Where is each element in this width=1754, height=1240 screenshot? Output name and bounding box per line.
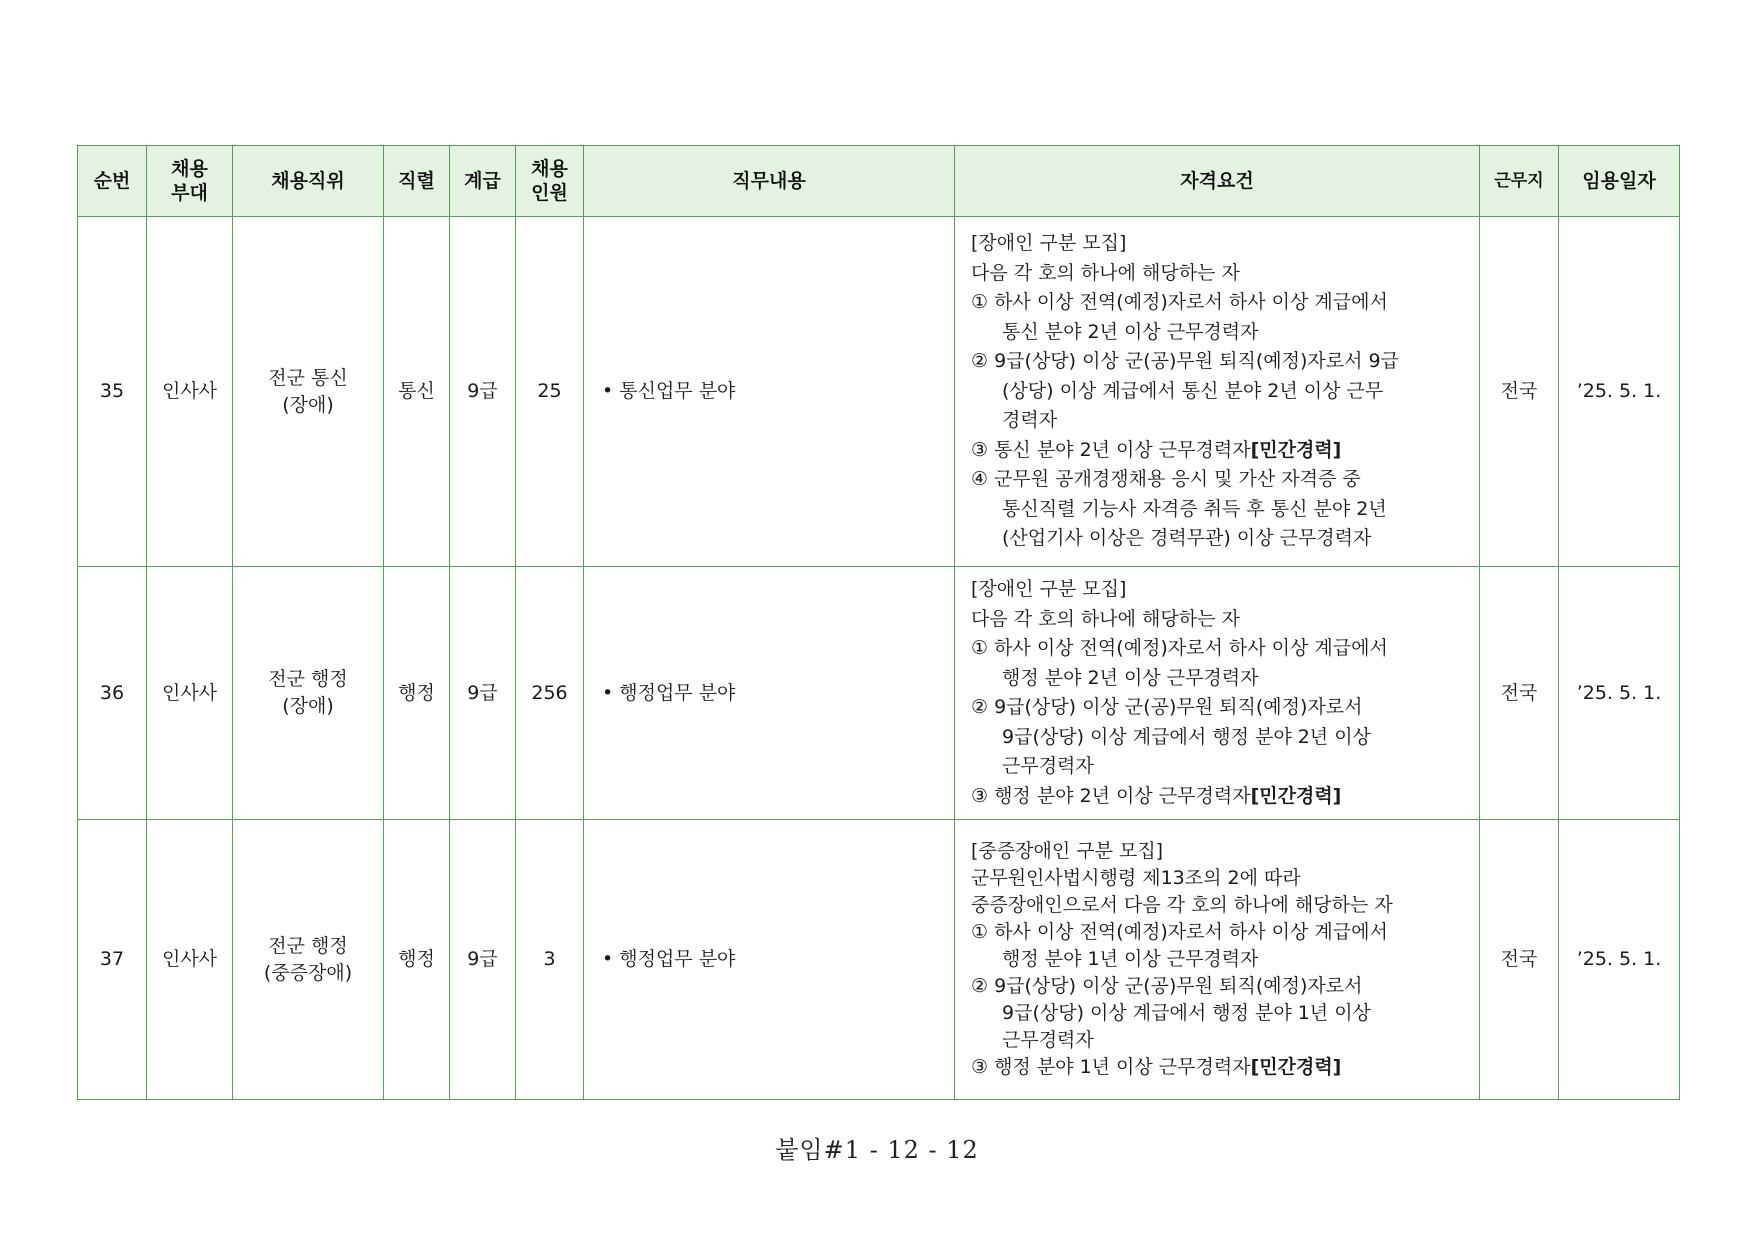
cell-qualifications xyxy=(955,820,1480,1100)
cell-grade: 9급 xyxy=(450,567,516,820)
header-no: 순번 xyxy=(78,146,147,217)
qualification-line xyxy=(971,919,1469,946)
cell-place: 전국 xyxy=(1480,820,1559,1100)
cell-no: 35 xyxy=(78,217,147,567)
qualification-line xyxy=(971,288,1469,318)
qualification-bold-tag: [민간경력] xyxy=(1250,1056,1342,1078)
qualification-text: ② 9급(상당) 이상 군(공)무원 퇴직(예정)자로서 xyxy=(971,975,1363,997)
header-series: 직렬 xyxy=(384,146,450,217)
qualification-line xyxy=(971,347,1469,377)
qualification-line xyxy=(971,229,1469,259)
qualification-line xyxy=(971,259,1469,289)
qualification-text: ① 하사 이상 전역(예정)자로서 하사 이상 계급에서 xyxy=(971,921,1388,943)
qualification-text: 통신 분야 2년 이상 근무경력자 xyxy=(1002,320,1259,343)
qualification-text: ④ 군무원 공개경쟁채용 응시 및 가산 자격증 중 xyxy=(971,468,1361,491)
table-row xyxy=(78,820,1680,1100)
qualification-line xyxy=(971,524,1469,554)
qualification-line xyxy=(971,605,1469,635)
qualification-line xyxy=(971,838,1469,865)
cell-duty: • 통신업무 분야 xyxy=(584,217,955,567)
table-row xyxy=(78,217,1680,567)
qualification-text: ③ 통신 분야 2년 이상 근무경력자 xyxy=(971,438,1251,461)
qualification-text: 다음 각 호의 하나에 해당하는 자 xyxy=(971,261,1240,284)
qualification-bold-tag: [민간경력] xyxy=(1250,784,1342,807)
position-line1: 전군 통신 xyxy=(268,366,348,389)
header-grade: 계급 xyxy=(450,146,516,217)
qualification-line xyxy=(971,973,1469,1000)
qualification-line xyxy=(971,946,1469,973)
qualification-line xyxy=(971,406,1469,436)
cell-position xyxy=(233,567,384,820)
qualification-text: [장애인 구분 모집] xyxy=(971,232,1127,255)
cell-place: 전국 xyxy=(1480,567,1559,820)
qualification-line xyxy=(971,318,1469,348)
header-dept-line2: 부대 xyxy=(171,182,208,204)
cell-date: ’25. 5. 1. xyxy=(1559,217,1680,567)
qualification-text: 9급(상당) 이상 계급에서 행정 분야 2년 이상 xyxy=(1002,725,1371,748)
qualification-line xyxy=(971,892,1469,919)
header-row xyxy=(78,146,1680,217)
qualification-text: 통신직렬 기능사 자격증 취득 후 통신 분야 2년 xyxy=(1002,497,1387,520)
cell-dept: 인사사 xyxy=(147,820,233,1100)
qualification-text: ③ 행정 분야 1년 이상 근무경력자 xyxy=(971,1056,1251,1078)
qualification-line xyxy=(971,1000,1469,1027)
header-place: 근무지 xyxy=(1480,146,1559,217)
table-header xyxy=(78,146,1680,217)
position-line2: (장애) xyxy=(282,695,334,717)
position-line2: (중증장애) xyxy=(263,961,353,984)
page-footer: 붙임#1 - 12 - 12 xyxy=(775,1136,979,1164)
qualification-text: (산업기사 이상은 경력무관) 이상 근무경력자 xyxy=(1002,527,1372,550)
qualification-text: 다음 각 호의 하나에 해당하는 자 xyxy=(971,607,1240,630)
cell-no: 37 xyxy=(78,820,147,1100)
qualification-line xyxy=(971,1027,1469,1054)
cell-series: 행정 xyxy=(384,567,450,820)
qualification-text: 중증장애인으로서 다음 각 호의 하나에 해당하는 자 xyxy=(971,894,1393,916)
cell-date: ’25. 5. 1. xyxy=(1559,820,1680,1100)
header-count xyxy=(516,146,584,217)
qualification-line xyxy=(971,465,1469,495)
recruitment-table-container xyxy=(77,145,1679,1100)
cell-grade: 9급 xyxy=(450,820,516,1100)
cell-duty: • 행정업무 분야 xyxy=(584,567,955,820)
qualification-bold-tag: [민간경력] xyxy=(1250,438,1342,461)
qualification-text: 군무원인사법시행령 제13조의 2에 따라 xyxy=(971,867,1301,889)
qualification-text: [장애인 구분 모집] xyxy=(971,578,1127,600)
qualification-line xyxy=(971,752,1469,782)
cell-dept: 인사사 xyxy=(147,567,233,820)
header-count-line2: 인원 xyxy=(531,182,568,204)
cell-no: 36 xyxy=(78,567,147,820)
cell-series: 행정 xyxy=(384,820,450,1100)
qualification-line xyxy=(971,782,1469,812)
qualification-text: 9급(상당) 이상 계급에서 행정 분야 1년 이상 xyxy=(1002,1002,1371,1024)
position-line2: (장애) xyxy=(282,393,334,416)
qualification-line xyxy=(971,575,1469,605)
qualification-line xyxy=(971,664,1469,694)
qualification-line xyxy=(971,436,1469,466)
qualification-text: ② 9급(상당) 이상 군(공)무원 퇴직(예정)자로서 xyxy=(971,696,1363,718)
qualification-line xyxy=(971,495,1469,525)
cell-position xyxy=(233,217,384,567)
cell-series: 통신 xyxy=(384,217,450,567)
qualification-text: 근무경력자 xyxy=(1002,755,1094,777)
qualification-text: 경력자 xyxy=(1002,409,1058,432)
cell-count: 3 xyxy=(516,820,584,1100)
cell-position xyxy=(233,820,384,1100)
qualification-text: [중증장애인 구분 모집] xyxy=(971,840,1164,862)
cell-duty: • 행정업무 분야 xyxy=(584,820,955,1100)
header-date: 임용일자 xyxy=(1559,146,1680,217)
qualification-line xyxy=(971,723,1469,753)
qualification-line xyxy=(971,1054,1469,1081)
cell-grade: 9급 xyxy=(450,217,516,567)
header-dept-line1: 채용 xyxy=(171,158,208,180)
cell-count: 256 xyxy=(516,567,584,820)
cell-place: 전국 xyxy=(1480,217,1559,567)
cell-qualifications xyxy=(955,217,1480,567)
qualification-text: 행정 분야 1년 이상 근무경력자 xyxy=(1002,948,1259,970)
header-dept xyxy=(147,146,233,217)
header-position: 채용직위 xyxy=(233,146,384,217)
header-qual: 자격요건 xyxy=(955,146,1480,217)
position-line1: 전군 행정 xyxy=(268,668,348,690)
cell-dept: 인사사 xyxy=(147,217,233,567)
qualification-line xyxy=(971,377,1469,407)
qualification-text: ① 하사 이상 전역(예정)자로서 하사 이상 계급에서 xyxy=(971,291,1388,314)
header-duty: 직무내용 xyxy=(584,146,955,217)
qualification-line xyxy=(971,865,1469,892)
table-body xyxy=(78,217,1680,1100)
qualification-text: (상당) 이상 계급에서 통신 분야 2년 이상 근무 xyxy=(1002,379,1384,402)
qualification-line xyxy=(971,634,1469,664)
recruitment-table xyxy=(77,145,1680,1100)
qualification-text: ③ 행정 분야 2년 이상 근무경력자 xyxy=(971,784,1251,807)
qualification-text: 근무경력자 xyxy=(1002,1029,1094,1051)
table-row xyxy=(78,567,1680,820)
position-line1: 전군 행정 xyxy=(268,934,348,957)
qualification-text: 행정 분야 2년 이상 근무경력자 xyxy=(1002,666,1259,689)
header-count-line1: 채용 xyxy=(531,158,568,180)
cell-qualifications xyxy=(955,567,1480,820)
cell-date: ’25. 5. 1. xyxy=(1559,567,1680,820)
qualification-text: ① 하사 이상 전역(예정)자로서 하사 이상 계급에서 xyxy=(971,637,1388,659)
cell-count: 25 xyxy=(516,217,584,567)
qualification-text: ② 9급(상당) 이상 군(공)무원 퇴직(예정)자로서 9급 xyxy=(971,350,1399,373)
qualification-line xyxy=(971,693,1469,723)
